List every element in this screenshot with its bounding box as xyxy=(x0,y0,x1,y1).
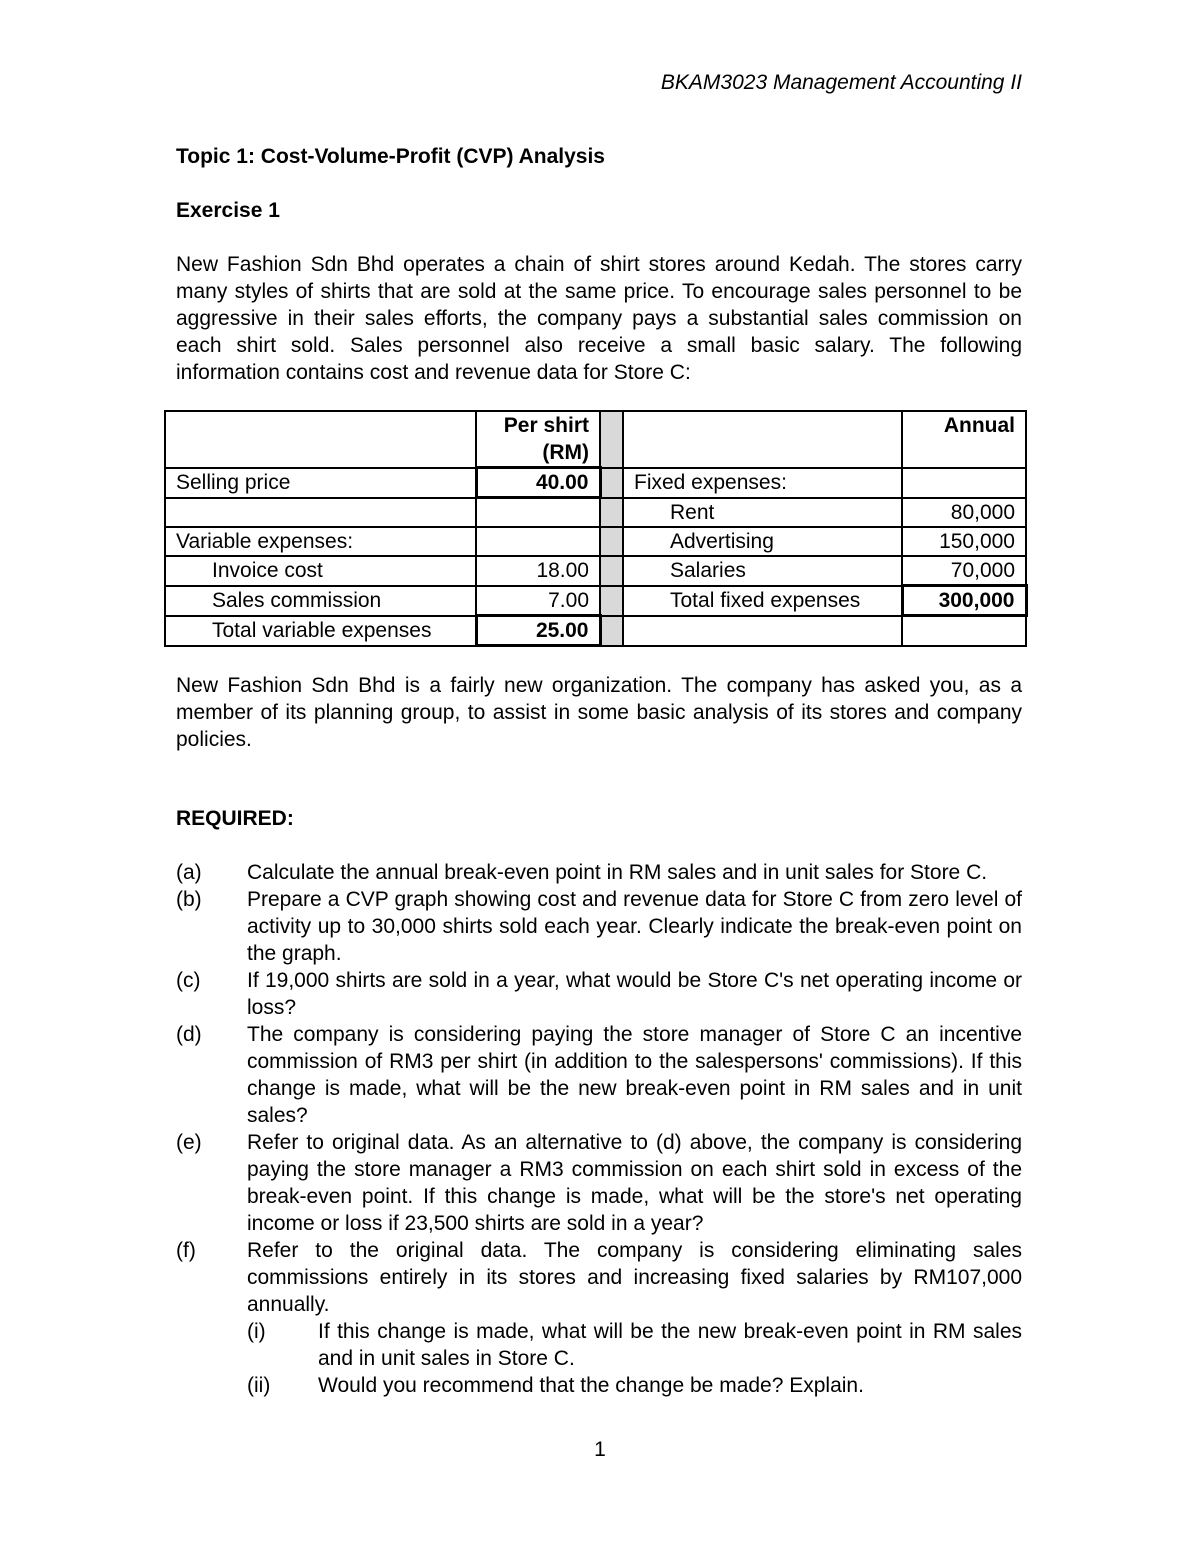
table-row xyxy=(165,556,1026,586)
fixed-expenses-label: Fixed expenses: xyxy=(623,468,902,498)
total-fixed-label: Total fixed expenses xyxy=(623,586,902,616)
table-row xyxy=(165,498,1026,528)
sub-question-text: If this change is made, what will be the new break-even point in RM sales and in unit sales in Store C. xyxy=(318,1320,1022,1370)
sub-question-list xyxy=(247,1318,1022,1399)
table-row xyxy=(165,468,1026,498)
question-item xyxy=(176,1237,1022,1399)
question-text: Refer to original data. As an alternative to (d) above, the company is considering paying the store manager a RM3 commission on each shirt sold in excess of the break-even point. If this change is made, what will be the store's net operating income or loss if 23,500 shirts are sold in a year? xyxy=(247,1131,1022,1235)
running-header: BKAM3023 Management Accounting II xyxy=(660,71,1022,94)
sub-question-item xyxy=(247,1318,1022,1372)
question-marker: (e) xyxy=(176,1131,202,1154)
table-cell-empty xyxy=(165,411,476,468)
variable-expenses-label: Variable expenses: xyxy=(165,527,476,556)
question-item xyxy=(176,1021,1022,1129)
table-row xyxy=(165,586,1026,616)
question-text: If 19,000 shirts are sold in a year, what would be Store C's net operating income or loss? xyxy=(247,969,1022,1019)
selling-price-value: 40.00 xyxy=(476,468,600,498)
question-marker: (c) xyxy=(176,969,201,992)
page-number: 1 xyxy=(594,1438,606,1461)
question-block xyxy=(247,1237,1022,1399)
question-text: Calculate the annual break-even point in RM sales and in unit sales for Store C. xyxy=(247,861,988,884)
question-marker: (f) xyxy=(176,1239,196,1262)
question-item xyxy=(176,1129,1022,1237)
required-heading: REQUIRED: xyxy=(176,807,294,830)
question-text: The company is considering paying the store manager of Store C an incentive commission of RM3 per shirt (in addition to the salespersons' commissions). If this change is made, what will be the new break-even point in RM sales and in unit sales? xyxy=(247,1023,1022,1127)
advertising-label: Advertising xyxy=(623,527,902,556)
table-cell-empty xyxy=(476,498,600,528)
sales-commission-label: Sales commission xyxy=(165,586,476,616)
table-cell-empty xyxy=(623,411,902,468)
table-row xyxy=(165,616,1026,646)
question-item xyxy=(176,886,1022,967)
advertising-value: 150,000 xyxy=(902,527,1026,556)
table-row xyxy=(165,527,1026,556)
per-shirt-header: Per shirt (RM) xyxy=(476,411,600,468)
table-divider xyxy=(600,616,623,646)
table-divider xyxy=(600,556,623,586)
table-divider xyxy=(600,411,623,468)
table-divider xyxy=(600,468,623,498)
table-cell-empty xyxy=(902,616,1026,646)
table-cell-empty xyxy=(902,468,1026,498)
intro-paragraph: New Fashion Sdn Bhd operates a chain of shirt stores around Kedah. The stores carry many styles of shirts that are sold at the same price. To encourage sales personnel to be aggressive in their sales efforts, the company pays a substantial sales commission on each shirt sold. Sales personnel also receive a small basic salary. The following information contains cost and revenue data for Store C: xyxy=(176,253,1022,384)
total-variable-value: 25.00 xyxy=(476,616,600,646)
salaries-label: Salaries xyxy=(623,556,902,586)
table-header-row xyxy=(165,411,1026,468)
sub-question-marker: (ii) xyxy=(247,1374,271,1397)
context-paragraph: New Fashion Sdn Bhd is a fairly new organization. The company has asked you, as a member of its planning group, to assist in some basic analysis of its stores and company policies. xyxy=(176,674,1022,751)
question-marker: (b) xyxy=(176,888,202,911)
table-cell-empty xyxy=(476,527,600,556)
sub-question-item xyxy=(247,1372,1022,1399)
invoice-cost-value: 18.00 xyxy=(476,556,600,586)
rent-value: 80,000 xyxy=(902,498,1026,528)
question-marker: (d) xyxy=(176,1023,202,1046)
table-divider xyxy=(600,527,623,556)
question-list xyxy=(176,859,1022,1399)
invoice-cost-label: Invoice cost xyxy=(165,556,476,586)
selling-price-label: Selling price xyxy=(165,468,476,498)
table-cell-empty xyxy=(623,616,902,646)
question-item xyxy=(176,967,1022,1021)
sub-question-text: Would you recommend that the change be made? Explain. xyxy=(318,1374,864,1397)
question-text: Refer to the original data. The company is considering eliminating sales commissions entirely in its stores and increasing fixed salaries by RM107,000 annually. xyxy=(247,1239,1022,1316)
annual-header: Annual xyxy=(902,411,1026,468)
table-divider xyxy=(600,586,623,616)
question-text: Prepare a CVP graph showing cost and revenue data for Store C from zero level of activity up to 30,000 shirts sold each year. Clearly indicate the break-even point on the graph. xyxy=(247,888,1022,965)
sales-commission-value: 7.00 xyxy=(476,586,600,616)
cost-revenue-table xyxy=(164,410,1028,647)
table-cell-empty xyxy=(165,498,476,528)
total-fixed-value: 300,000 xyxy=(902,586,1026,616)
sub-question-marker: (i) xyxy=(247,1320,266,1343)
table-divider xyxy=(600,498,623,528)
exercise-title: Exercise 1 xyxy=(176,199,280,222)
total-variable-label: Total variable expenses xyxy=(165,616,476,646)
question-item xyxy=(176,859,1022,886)
salaries-value: 70,000 xyxy=(902,556,1026,586)
rent-label: Rent xyxy=(623,498,902,528)
question-marker: (a) xyxy=(176,861,202,884)
topic-title: Topic 1: Cost-Volume-Profit (CVP) Analysis xyxy=(176,145,605,168)
